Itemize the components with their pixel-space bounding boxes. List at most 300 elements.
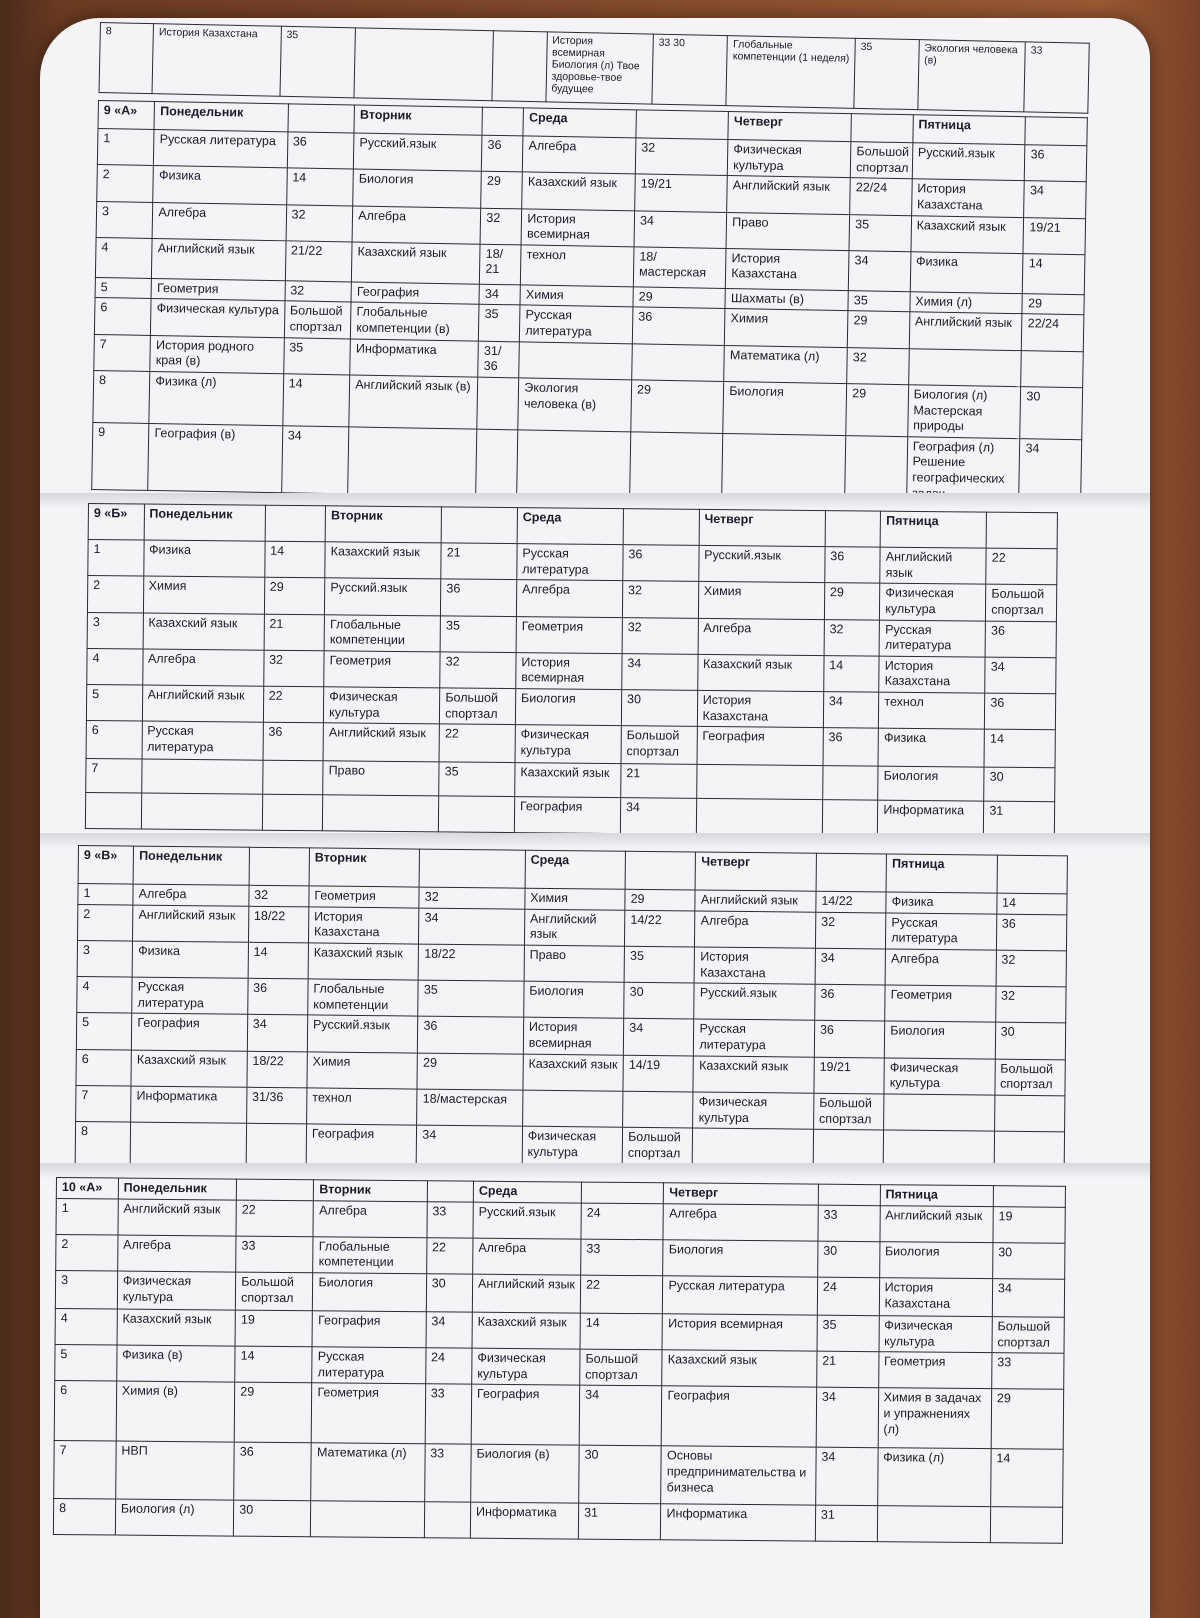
room-cell: 32 <box>285 281 352 303</box>
lesson-number: 7 <box>86 759 142 794</box>
cell <box>492 31 547 102</box>
lesson-number: 1 <box>97 129 154 166</box>
subject-cell: Биология (л) Мастерская природы <box>907 385 1021 439</box>
room-cell: 29 <box>625 889 695 910</box>
day-header <box>288 104 355 133</box>
room-cell <box>822 766 878 801</box>
subject-cell <box>141 759 262 794</box>
lesson-number: 8 <box>53 1499 115 1536</box>
room-cell: 33 <box>818 1205 880 1242</box>
subject-cell: География (в) <box>148 423 282 493</box>
room-cell: Большой спортзал <box>813 1093 884 1130</box>
subject-cell: Информатика <box>878 800 984 837</box>
subject-cell: Биология (в) <box>471 1445 580 1504</box>
schedule-table <box>91 100 1088 507</box>
subject-cell: Физическая культура <box>472 1348 580 1385</box>
room-cell: 34 <box>849 250 911 291</box>
subject-cell: Физика <box>878 728 984 767</box>
lesson-number: 7 <box>94 334 151 371</box>
subject-cell: Русская литература <box>517 544 623 581</box>
room-cell: 30 <box>234 1500 312 1537</box>
lesson-number: 2 <box>56 1234 118 1271</box>
cell: 35 <box>854 38 919 109</box>
subject-cell: Физическая культура <box>884 1058 995 1095</box>
subject-cell: Казахский язык <box>117 1309 236 1346</box>
room-cell: 34 <box>816 1388 878 1449</box>
room-cell: 34 <box>622 653 698 690</box>
subject-cell: Информатика <box>131 1086 247 1123</box>
subject-cell: История Казахстана <box>697 690 824 727</box>
room-cell: 35 <box>440 615 516 652</box>
lesson-number: 6 <box>94 298 151 335</box>
subject-cell: Биология <box>663 1239 818 1277</box>
room-cell: 14 <box>996 893 1067 914</box>
schedule-table <box>75 845 1068 1176</box>
subject-cell: Русская литература <box>886 913 997 950</box>
class-label: 9 «Б» <box>88 504 144 541</box>
room-cell: 33 <box>424 1444 471 1502</box>
subject-cell: Физика <box>143 540 264 577</box>
subject-cell: Физическая культура <box>117 1271 236 1310</box>
day-header <box>441 507 517 544</box>
subject-cell: Химия <box>698 582 825 619</box>
subject-cell: География <box>351 282 479 305</box>
room-cell: 36 <box>823 728 879 767</box>
room-cell: 14/19 <box>623 1055 694 1092</box>
lesson-number: 2 <box>97 165 154 202</box>
subject-cell: Физика <box>886 892 997 914</box>
subject-cell: География <box>312 1311 426 1348</box>
day-header: Вторник <box>309 848 420 887</box>
day-header: Вторник <box>314 1180 427 1202</box>
subject-cell: Физика (л) <box>877 1448 991 1507</box>
subject-cell: История Казахстана <box>911 179 1024 217</box>
subject-cell: Химия <box>143 576 264 613</box>
room-cell: 36 <box>418 1016 524 1053</box>
room-cell: Большой спортзал <box>986 584 1057 621</box>
subject-cell <box>877 1506 991 1543</box>
room-cell: Большой спортзал <box>621 726 697 765</box>
schedule-9v <box>75 845 1068 1176</box>
room-cell: 21 <box>621 764 697 799</box>
room-cell: Большой спортзал <box>851 142 913 179</box>
lesson-number: 1 <box>56 1198 118 1235</box>
subject-cell: Шахматы (в) <box>725 288 848 311</box>
room-cell: 14 <box>991 1449 1064 1508</box>
subject-cell: Биология <box>353 169 482 207</box>
room-cell: 14 <box>248 942 309 979</box>
room-cell: 19 <box>993 1206 1065 1243</box>
subject-cell: География <box>662 1386 817 1447</box>
subject-cell <box>311 1501 425 1538</box>
subject-cell: История Казахстана <box>726 248 850 290</box>
room-cell: 32 <box>847 347 909 384</box>
day-header: Пятница <box>880 1185 993 1207</box>
room-cell: 36 <box>814 1021 885 1058</box>
subject-cell: Биология <box>879 1241 993 1278</box>
subject-cell: Русская литература <box>312 1347 426 1384</box>
subject-cell: Английский язык <box>472 1274 580 1313</box>
subject-cell: Биология <box>723 381 847 435</box>
day-header: Четверг <box>664 1183 819 1205</box>
subject-cell: Глобальные компетенции <box>313 1236 427 1273</box>
room-cell: 35 <box>848 290 910 312</box>
lesson-number: 7 <box>76 1085 132 1122</box>
room-cell: 14 <box>235 1346 313 1383</box>
lesson-number: 3 <box>96 201 153 238</box>
subject-cell: Химия (л) <box>910 291 1023 314</box>
subject-cell <box>908 348 1021 386</box>
subject-cell <box>348 427 477 497</box>
room-cell <box>1021 350 1083 387</box>
subject-cell: НВП <box>115 1441 234 1500</box>
room-cell: 33 <box>992 1353 1064 1390</box>
day-header: Вторник <box>325 506 441 543</box>
room-cell: Большой спортзал <box>580 1349 663 1386</box>
room-cell: 29 <box>481 171 523 208</box>
room-cell: 34 <box>634 210 727 248</box>
room-cell: 33 <box>427 1201 474 1237</box>
day-header <box>265 505 326 542</box>
lesson-number: 6 <box>76 1049 132 1086</box>
room-cell: 34 <box>624 1019 695 1056</box>
subject-cell: Английский язык <box>133 905 249 942</box>
subject-cell: Казахский язык <box>911 215 1024 253</box>
subject-cell: Геометрия <box>309 886 420 908</box>
day-header: Четверг <box>728 112 851 142</box>
room-cell: 22 <box>263 686 324 723</box>
day-header <box>581 1182 664 1203</box>
room-cell: 32 <box>480 208 522 245</box>
cell: История Казахстана <box>152 24 281 97</box>
room-cell <box>994 1095 1065 1132</box>
lesson-number: 1 <box>78 884 133 905</box>
subject-cell: Казахский язык <box>325 542 441 579</box>
cell: Экология человека (в) <box>918 40 1026 112</box>
subject-cell: Алгебра <box>698 618 825 655</box>
subject-cell: Казахский язык <box>522 172 635 210</box>
subject-cell: Биология <box>885 1021 996 1058</box>
room-cell: 36 <box>441 579 517 616</box>
room-cell: 34 <box>1024 181 1086 218</box>
room-cell: 30 <box>621 690 697 727</box>
schedule-9b <box>85 503 1058 839</box>
room-cell <box>990 1507 1062 1544</box>
subject-cell: Право <box>726 212 850 250</box>
room-cell: 33 <box>425 1384 472 1444</box>
day-header: Понедельник <box>133 846 249 885</box>
subject-cell: Английский язык (в) <box>349 375 478 429</box>
room-cell: 34 <box>579 1385 662 1446</box>
room-cell: 32 <box>263 650 324 687</box>
room-cell: 18/мастерская <box>417 1089 523 1126</box>
subject-cell: Алгебра <box>663 1203 818 1240</box>
room-cell: 32 <box>635 138 728 176</box>
lesson-number: 1 <box>88 540 144 577</box>
room-cell: 36 <box>815 984 886 1021</box>
subject-cell: География <box>306 1124 417 1169</box>
day-header <box>636 110 729 140</box>
room-cell: 34 <box>815 948 886 985</box>
room-cell: 35 <box>283 337 350 374</box>
subject-cell: Физика <box>153 166 287 205</box>
room-cell <box>476 429 518 497</box>
day-header <box>997 855 1068 894</box>
subject-cell: Русская литература <box>663 1276 818 1315</box>
subject-cell: История всемирная <box>516 652 622 689</box>
class-label: 10 «А» <box>56 1178 118 1199</box>
room-cell: 21 <box>264 614 325 651</box>
subject-cell: технол <box>879 692 985 729</box>
subject-cell: Русская литература <box>694 1019 815 1057</box>
room-cell <box>424 1502 471 1538</box>
subject-cell: Русский.язык <box>354 133 483 171</box>
room-cell: 21 <box>817 1351 879 1388</box>
room-cell: 36 <box>234 1442 312 1501</box>
subject-cell: Информатика <box>470 1503 578 1540</box>
lesson-number: 4 <box>87 648 143 685</box>
room-cell: 30 <box>817 1241 879 1278</box>
room-cell: Большой спортзал <box>440 688 516 725</box>
day-header: Среда <box>525 850 626 889</box>
lesson-number: 2 <box>78 904 134 941</box>
room-cell: 22 <box>439 724 515 763</box>
room-cell <box>623 1091 694 1128</box>
room-cell: 30 <box>984 767 1055 802</box>
subject-cell <box>323 795 439 832</box>
day-header <box>236 1179 313 1200</box>
lesson-number: 8 <box>75 1122 131 1167</box>
room-cell: 29 <box>234 1382 312 1443</box>
room-cell: Большой спортзал <box>622 1127 693 1172</box>
subject-cell: Физическая культура <box>693 1092 814 1130</box>
subject-cell: Химия <box>307 1052 418 1089</box>
schedule-9a <box>91 100 1088 507</box>
subject-cell: Казахский язык <box>472 1312 580 1349</box>
subject-cell: Английский язык <box>695 890 816 912</box>
subject-cell: Экология человека (в) <box>518 378 632 432</box>
room-cell: 34 <box>281 426 349 495</box>
lesson-number: 3 <box>87 612 143 649</box>
room-cell: 22 <box>986 548 1057 585</box>
subject-cell <box>519 342 632 380</box>
lesson-number: 4 <box>77 977 133 1014</box>
subject-cell: Алгебра <box>117 1235 236 1272</box>
subject-cell: Казахский язык <box>523 1054 624 1091</box>
subject-cell: Русская литература <box>520 305 633 343</box>
room-cell: 34 <box>985 657 1056 694</box>
subject-cell: Физика (л) <box>149 371 283 425</box>
subject-cell: Биология <box>878 766 984 801</box>
subject-cell: Английский язык <box>142 685 263 722</box>
subject-cell: Алгебра <box>516 580 622 617</box>
day-header <box>482 107 523 136</box>
room-cell: 36 <box>1025 145 1087 182</box>
subject-cell: Химия в задачах и упражнениях (л) <box>878 1388 992 1449</box>
day-header: Четверг <box>696 852 817 891</box>
lesson-number: 4 <box>95 237 152 278</box>
room-cell: 31/ 36 <box>478 341 520 378</box>
subject-cell: Геометрия <box>885 985 996 1022</box>
subject-cell: История Казахстана <box>879 1278 993 1317</box>
fold-shadow <box>40 1163 1150 1179</box>
room-cell: 30 <box>426 1274 473 1312</box>
lesson-number: 6 <box>86 721 142 760</box>
room-cell: 22 <box>426 1237 473 1274</box>
subject-cell: Физическая культура <box>515 725 621 764</box>
subject-cell: Химия <box>520 285 633 308</box>
subject-cell: Казахский язык <box>131 1050 247 1087</box>
room-cell: 34 <box>426 1312 473 1349</box>
lesson-number <box>85 793 141 830</box>
subject-cell: Биология (л) <box>115 1499 234 1536</box>
room-cell: 24 <box>425 1348 472 1385</box>
subject-cell: География <box>514 797 620 834</box>
table-row <box>54 1441 1063 1508</box>
room-cell: 35 <box>418 980 524 1017</box>
subject-cell: Английский язык <box>909 312 1022 350</box>
subject-cell: Геометрия <box>516 616 622 653</box>
room-cell: 34 <box>816 1448 878 1507</box>
schedule-table <box>53 1177 1066 1544</box>
lesson-number: 5 <box>55 1345 117 1382</box>
room-cell: 30 <box>993 1242 1065 1279</box>
day-header: Понедельник <box>144 504 265 541</box>
subject-cell: Физическая культура <box>728 140 852 178</box>
subject-cell <box>696 765 822 800</box>
room-cell: 18/мастерская <box>633 247 726 289</box>
subject-cell: Русский.язык <box>473 1202 581 1239</box>
lesson-number: 5 <box>76 1013 132 1050</box>
room-cell: 36 <box>632 307 725 345</box>
room-cell: 35 <box>439 762 515 797</box>
room-cell: 34 <box>479 284 520 305</box>
room-cell: 32 <box>824 619 880 656</box>
subject-cell: География <box>132 1013 248 1050</box>
subject-cell: Информатика <box>350 339 479 377</box>
subject-cell: Русский.язык <box>694 983 815 1021</box>
subject-cell: Химия (в) <box>116 1381 235 1442</box>
room-cell: 34 <box>247 1015 308 1052</box>
room-cell: 24 <box>581 1203 664 1240</box>
room-cell: 18/ 21 <box>480 244 522 285</box>
subject-cell: Геометрия <box>878 1352 992 1389</box>
subject-cell: Русский.язык <box>912 143 1025 181</box>
room-cell: 34 <box>1019 438 1082 507</box>
subject-cell: Глобальные компетенции <box>308 979 419 1016</box>
room-cell: Большой спортзал <box>992 1317 1064 1354</box>
room-cell: 32 <box>440 652 516 689</box>
subject-cell: Английский язык <box>727 176 851 214</box>
room-cell: 36 <box>263 722 324 761</box>
room-cell: 19/21 <box>814 1057 885 1094</box>
room-cell: 14 <box>580 1313 663 1350</box>
room-cell: 33 <box>236 1236 314 1273</box>
room-cell <box>632 343 725 381</box>
day-header <box>816 853 887 892</box>
subject-cell: Алгебра <box>352 205 481 243</box>
subject-cell: Английский язык <box>524 909 625 946</box>
room-cell: 36 <box>247 978 308 1015</box>
room-cell: 31 <box>984 801 1055 838</box>
day-header <box>825 511 881 548</box>
room-cell: 30 <box>1020 387 1082 440</box>
subject-cell: История всемирная <box>523 1018 624 1055</box>
subject-cell: История всемирная <box>662 1314 817 1352</box>
subject-cell: Алгебра <box>142 649 263 686</box>
day-header <box>1025 117 1087 146</box>
room-cell: 30 <box>624 982 695 1019</box>
room-cell: 19 <box>235 1310 313 1347</box>
cell: 35 <box>280 26 356 98</box>
subject-cell: Английский язык <box>323 723 439 762</box>
room-cell: 29 <box>264 577 325 614</box>
subject-cell: Английский язык <box>880 547 986 584</box>
room-cell: 32 <box>996 950 1067 987</box>
subject-cell: Информатика <box>661 1504 816 1541</box>
room-cell: 21/22 <box>285 241 352 282</box>
subject-cell: История всемирная <box>521 208 634 246</box>
subject-cell: Химия <box>725 309 849 347</box>
subject-cell: Биология <box>523 981 624 1018</box>
lesson-number: 9 <box>92 422 150 490</box>
subject-cell: Английский язык <box>118 1199 237 1236</box>
room-cell: 29 <box>846 383 908 436</box>
lesson-number: 5 <box>86 684 142 721</box>
subject-cell: Русская литература <box>142 721 263 760</box>
room-cell <box>822 800 878 837</box>
room-cell: 14 <box>282 374 350 427</box>
class-label: 9 «А» <box>98 101 155 130</box>
cell: 8 <box>99 23 154 94</box>
lesson-number: 3 <box>77 940 133 977</box>
day-header: Пятница <box>880 511 986 548</box>
room-cell: 18/22 <box>247 1051 308 1088</box>
subject-cell: Основы предпринимательства и бизнеса <box>661 1446 816 1505</box>
lesson-number: 7 <box>54 1441 116 1500</box>
lesson-number: 4 <box>55 1308 117 1345</box>
subject-cell: География <box>697 727 824 766</box>
subject-cell: Глобальные компетенции (в) <box>351 302 480 340</box>
subject-cell <box>522 1090 623 1127</box>
day-header: Понедельник <box>154 101 288 131</box>
room-cell: 34 <box>823 692 879 729</box>
subject-cell: Математика (л) <box>311 1443 425 1502</box>
room-cell: 21 <box>441 543 517 580</box>
subject-cell <box>130 1122 246 1167</box>
schedule-table <box>85 503 1058 839</box>
subject-cell: История Казахстана <box>308 907 419 944</box>
subject-cell: Алгебра <box>313 1200 427 1237</box>
subject-cell: Алгебра <box>133 884 249 906</box>
room-cell: 19/21 <box>635 174 728 212</box>
room-cell: 34 <box>620 798 696 835</box>
room-cell: 31 <box>578 1503 661 1540</box>
room-cell: 30 <box>579 1445 662 1504</box>
room-cell: 29 <box>824 583 880 620</box>
subject-cell: Русская литература <box>879 620 985 657</box>
subject-cell: Геометрия <box>324 651 440 688</box>
room-cell: 36 <box>996 914 1067 951</box>
room-cell: 29 <box>631 380 724 433</box>
cell: История всемирная Биология (л) Твое здоровье-твое будущее <box>546 32 654 104</box>
room-cell: 31 <box>815 1506 877 1543</box>
subject-cell: Биология <box>515 689 621 726</box>
subject-cell: Математика (л) <box>724 345 848 383</box>
room-cell: 34 <box>419 908 525 945</box>
room-cell: 14 <box>824 655 880 692</box>
room-cell: 31/36 <box>246 1087 307 1124</box>
